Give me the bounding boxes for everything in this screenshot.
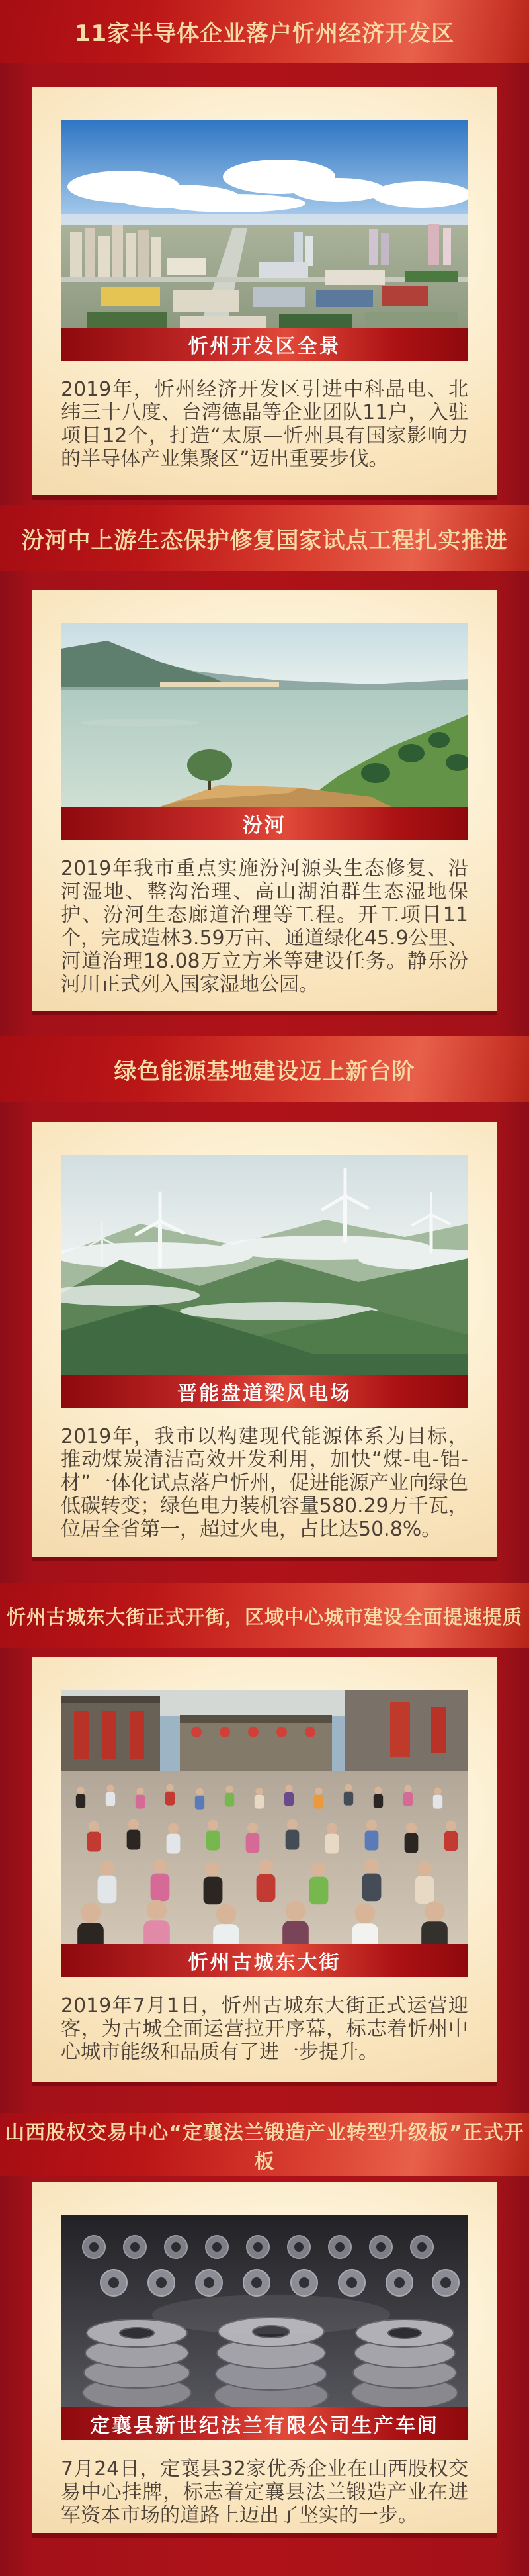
photo-caption: 定襄县新世纪法兰有限公司生产车间 (90, 2415, 439, 2438)
section-3-title-banner (0, 1036, 529, 1102)
photo-caption-bar (61, 807, 468, 840)
section-4-body: 2019年7月1日，忻州古城东大街正式运营迎客，为古城全面运营拉开序幕，标志着忻州中心城市能级和品质有了进一步提升。 (61, 1994, 468, 2064)
light-glow (152, 2295, 390, 2334)
section-3-card (32, 1122, 497, 1557)
photo-caption: 忻州古城东大街 (188, 1951, 341, 1974)
section-1-title-banner (0, 0, 529, 63)
photo-city-aerial (61, 120, 468, 328)
section-2-body: 2019年我市重点实施汾河源头生态修复、沿河湿地、整沟治理、高山湖泊群生态湿地保护、汾河生态廊道治理等工程。开工项目11个，完成造林3.59万亩、通道绿化45.9公里、河道治理18.08万立方米等建设任务。静乐汾河川正式列入国家湿地公园。 (61, 857, 468, 996)
water-reflection (81, 719, 200, 727)
section-5-card (32, 2182, 497, 2533)
section-5-title-banner (0, 2113, 529, 2176)
far-shore-buildings (160, 682, 279, 687)
section-1-card (32, 87, 497, 495)
section-green-energy (0, 1036, 529, 1557)
section-flange-board (0, 2113, 529, 2533)
photo-caption: 晋能盘道梁风电场 (177, 1382, 352, 1405)
section-2-card (32, 590, 497, 1011)
section-4-title-banner (0, 1583, 529, 1648)
section-5-title: 山西股权交易中心“定襄法兰锻造产业转型升级板”正式开板 (5, 2121, 524, 2174)
photo-flange-workshop (61, 2215, 468, 2407)
river-illustration (61, 623, 468, 807)
flange-workshop-illustration (61, 2215, 468, 2407)
city-aerial-illustration (61, 120, 468, 328)
flange-stack (352, 2319, 458, 2407)
photo-wind-farm (61, 1155, 468, 1375)
section-fen-river (0, 505, 529, 1011)
photo-caption-bar (61, 328, 468, 361)
bottom-spacer (0, 2533, 529, 2576)
street-crowd-illustration (61, 1690, 468, 1944)
photo-caption-bar (61, 2407, 468, 2440)
section-1-body: 2019年，忻州经济开发区引进中科晶电、北纬三十八度、台湾德晶等企业团队11户，入驻项目12个，打造“太原—忻州具有国家影响力的半导体产业集聚区”迈出重要步伐。 (61, 378, 468, 471)
section-2-title-banner (0, 505, 529, 571)
section-5-body: 7月24日，定襄县32家优秀企业在山西股权交易中心挂牌，标志着定襄县法兰锻造产业在进军资本市场的道路上迈出了坚实的一步。 (61, 2458, 468, 2527)
section-1-title: 11家半导体企业落户忻州经济开发区 (74, 21, 455, 47)
section-3-title: 绿色能源基地建设迈上新台阶 (114, 1058, 415, 1085)
flange-stack (83, 2319, 191, 2407)
photo-street-crowd (61, 1690, 468, 1944)
section-4-card (32, 1657, 497, 2082)
photo-caption-bar (61, 1375, 468, 1408)
photo-caption-bar (61, 1944, 468, 1977)
wind-farm-illustration (61, 1155, 468, 1375)
section-semiconductor (0, 0, 529, 495)
photo-caption: 汾河 (243, 814, 286, 837)
section-old-town-street (0, 1583, 529, 2082)
section-4-title: 忻州古城东大街正式开街，区域中心城市建设全面提速提质 (6, 1605, 522, 1628)
section-2-title: 汾河中上游生态保护修复国家试点工程扎实推进 (21, 527, 508, 554)
photo-fen-river (61, 623, 468, 807)
photo-caption: 忻州开发区全景 (188, 335, 341, 358)
section-3-body: 2019年，我市以构建现代能源体系为目标，推动煤炭清洁高效开发利用，加快“煤-电-铝-材”一体化试点落户忻州，促进能源产业向绿色低碳转变；绿色电力装机容量580.29万千瓦，位居全省第一，超过火电，占比达50.8%。 (61, 1425, 468, 1541)
